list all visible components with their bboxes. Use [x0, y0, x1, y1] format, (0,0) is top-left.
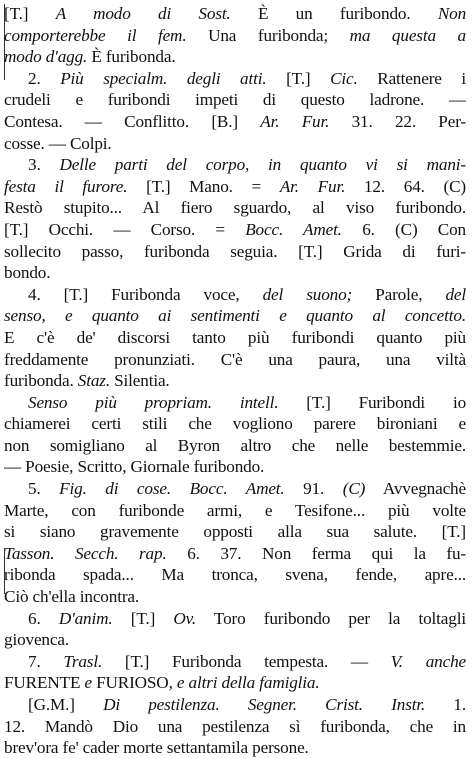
- text-segment: Avvegnachè: [365, 479, 466, 499]
- text-segment: crudeli e furibondi impeti di questo ladrone. —: [4, 90, 466, 110]
- text-segment: ribonda spada... Ma tronca, svena, fende, apre...: [4, 565, 466, 585]
- italic-text-segment: Ar. Fur.: [260, 111, 330, 131]
- text-segment: 5.: [28, 479, 60, 499]
- text-segment: È furibonda.: [87, 47, 176, 67]
- text-segment: Toro furibondo per la toltagli: [196, 608, 466, 628]
- text-segment: 12. 64. (C): [345, 176, 466, 196]
- text-line: [4, 349, 466, 371]
- text-segment: freddamente pronunziati. C'è una paura, una viltà: [4, 349, 466, 369]
- italic-text-segment: Delle parti del corpo, in quanto vi si mani-: [59, 155, 466, 175]
- italic-text-segment: Staz.: [77, 371, 110, 391]
- italic-text-segment: del suono;: [262, 284, 353, 304]
- text-line: [4, 46, 466, 68]
- text-line: [4, 176, 466, 198]
- text-segment: Ciò ch'ella incontra.: [4, 587, 140, 607]
- text-segment: [T.] Furibonda tempesta. —: [102, 651, 391, 671]
- text-line: [4, 608, 466, 630]
- text-segment: [T.] Occhi. — Corso. =: [4, 219, 246, 239]
- text-segment: Parole,: [352, 284, 446, 304]
- text-segment: Restò stupito... Al fiero sguardo, al viso furibondo.: [4, 198, 466, 218]
- italic-text-segment: senso, e quanto ai sentimenti e quanto al concetto.: [4, 306, 466, 326]
- italic-text-segment: festa il furore.: [4, 176, 128, 196]
- italic-text-segment: V. anche: [390, 651, 466, 671]
- text-line: [4, 262, 466, 284]
- italic-text-segment: ma questa a: [349, 25, 466, 45]
- text-segment: Rattenere i: [357, 68, 466, 88]
- text-line: [4, 737, 466, 759]
- italic-text-segment: e: [80, 673, 97, 693]
- text-segment: sollecito passo, furibonda seguia. [T.] Grida di furi-: [4, 241, 466, 261]
- text-line: [4, 521, 466, 543]
- text-line: [4, 629, 466, 651]
- text-line: [4, 154, 466, 176]
- text-segment: furibonda.: [4, 371, 78, 391]
- text-line: [4, 586, 466, 608]
- text-segment: chiamerei certi stili che vogliono parere bironiani e: [4, 414, 466, 434]
- text-segment: Contesa. — Conflitto. [B.]: [4, 111, 261, 131]
- text-line: [4, 651, 466, 673]
- italic-text-segment: (C): [342, 479, 366, 499]
- text-segment: 1.: [425, 695, 466, 714]
- text-segment: Silentia.: [109, 371, 170, 391]
- italic-text-segment: Bocc. Amet.: [245, 219, 342, 239]
- text-line: [4, 3, 466, 25]
- italic-text-segment: Ar. Fur.: [279, 176, 346, 196]
- text-line: [4, 133, 466, 155]
- italic-text-segment: Senso più propriam. intell.: [28, 392, 279, 412]
- italic-text-segment: modo d'agg.: [4, 47, 88, 67]
- text-line: [4, 370, 466, 392]
- text-line: [4, 716, 466, 738]
- text-segment: 6. 37. Non ferma qui la fu-: [166, 543, 466, 563]
- text-segment: È un furibondo.: [230, 4, 438, 23]
- text-segment: 6.: [28, 608, 59, 628]
- text-segment: non somigliano al Byron altro che nelle bestemmie.: [4, 435, 466, 455]
- text-line: [4, 197, 466, 219]
- text-segment: 7.: [28, 651, 64, 671]
- text-line: [4, 694, 466, 716]
- text-segment: [T.] Furibondi io: [278, 392, 466, 412]
- text-line: [4, 478, 466, 500]
- text-line: [4, 327, 466, 349]
- text-segment: [T.] Mano. =: [127, 176, 280, 196]
- italic-text-segment: comporterebbe il fem.: [4, 25, 187, 45]
- text-line: [4, 305, 466, 327]
- text-segment: 31. 22. Per-: [329, 111, 466, 131]
- italic-text-segment: Cic.: [330, 68, 358, 88]
- text-line: [4, 68, 466, 90]
- italic-text-segment: Non: [437, 4, 466, 23]
- text-line: [4, 241, 466, 263]
- text-segment: 2.: [28, 68, 61, 88]
- text-segment: bondo.: [4, 263, 51, 283]
- text-segment: brev'ora fe' cader morte settantamila persone.: [4, 738, 309, 758]
- text-line: [4, 392, 466, 414]
- text-segment: cosse. — Colpi.: [4, 133, 112, 153]
- text-line: [4, 413, 466, 435]
- text-segment: si siano gravemente opposti alla sua salute. [T.]: [4, 522, 466, 542]
- text-line: [4, 435, 466, 457]
- dictionary-entry-text: [4, 3, 466, 759]
- text-segment: Una furibonda;: [186, 25, 350, 45]
- text-segment: [G.M.]: [28, 695, 104, 714]
- text-segment: 3.: [28, 155, 60, 175]
- italic-text-segment: Di pestilenza. Segner. Crist. Instr.: [103, 695, 426, 714]
- text-line: [4, 89, 466, 111]
- italic-text-segment: , e altri della famiglia.: [168, 673, 320, 693]
- italic-text-segment: Ov.: [173, 608, 196, 628]
- text-line: [4, 219, 466, 241]
- text-segment: E c'è de' discorsi tanto più furibondi quanto più: [4, 327, 466, 347]
- italic-text-segment: Fig. di cose. Bocc. Amet.: [59, 479, 285, 499]
- text-segment: [T.]: [112, 608, 174, 628]
- italic-text-segment: Tasson. Secch. rap.: [4, 543, 167, 563]
- text-segment: 4. [T.] Furibonda voce,: [28, 284, 263, 304]
- text-segment: 12. Mandò Dio una pestilenza sì furibonda, che in: [4, 716, 466, 736]
- text-line: [4, 111, 466, 133]
- text-segment: FURIOSO: [96, 673, 169, 693]
- text-segment: Marte, con furibonde armi, e Tesifone... più volte: [4, 500, 466, 520]
- text-line: [4, 284, 466, 306]
- text-segment: 91.: [284, 479, 343, 499]
- text-segment: [T.]: [4, 4, 56, 23]
- italic-text-segment: Più specialm. degli atti.: [60, 68, 267, 88]
- text-line: [4, 543, 466, 565]
- text-segment: [T.]: [266, 68, 331, 88]
- text-line: [4, 25, 466, 47]
- italic-text-segment: Trasl.: [63, 651, 103, 671]
- text-segment: — Poesie, Scritto, Giornale furibondo.: [4, 457, 265, 477]
- italic-text-segment: del: [445, 284, 466, 304]
- text-line: [4, 564, 466, 586]
- text-segment: 6. (C) Con: [341, 219, 466, 239]
- text-line: [4, 500, 466, 522]
- text-line: [4, 672, 466, 694]
- italic-text-segment: D'anim.: [58, 608, 113, 628]
- italic-text-segment: A modo di Sost.: [55, 4, 231, 23]
- text-line: [4, 456, 466, 478]
- text-segment: FURENTE: [4, 673, 81, 693]
- text-segment: giovenca.: [4, 630, 69, 650]
